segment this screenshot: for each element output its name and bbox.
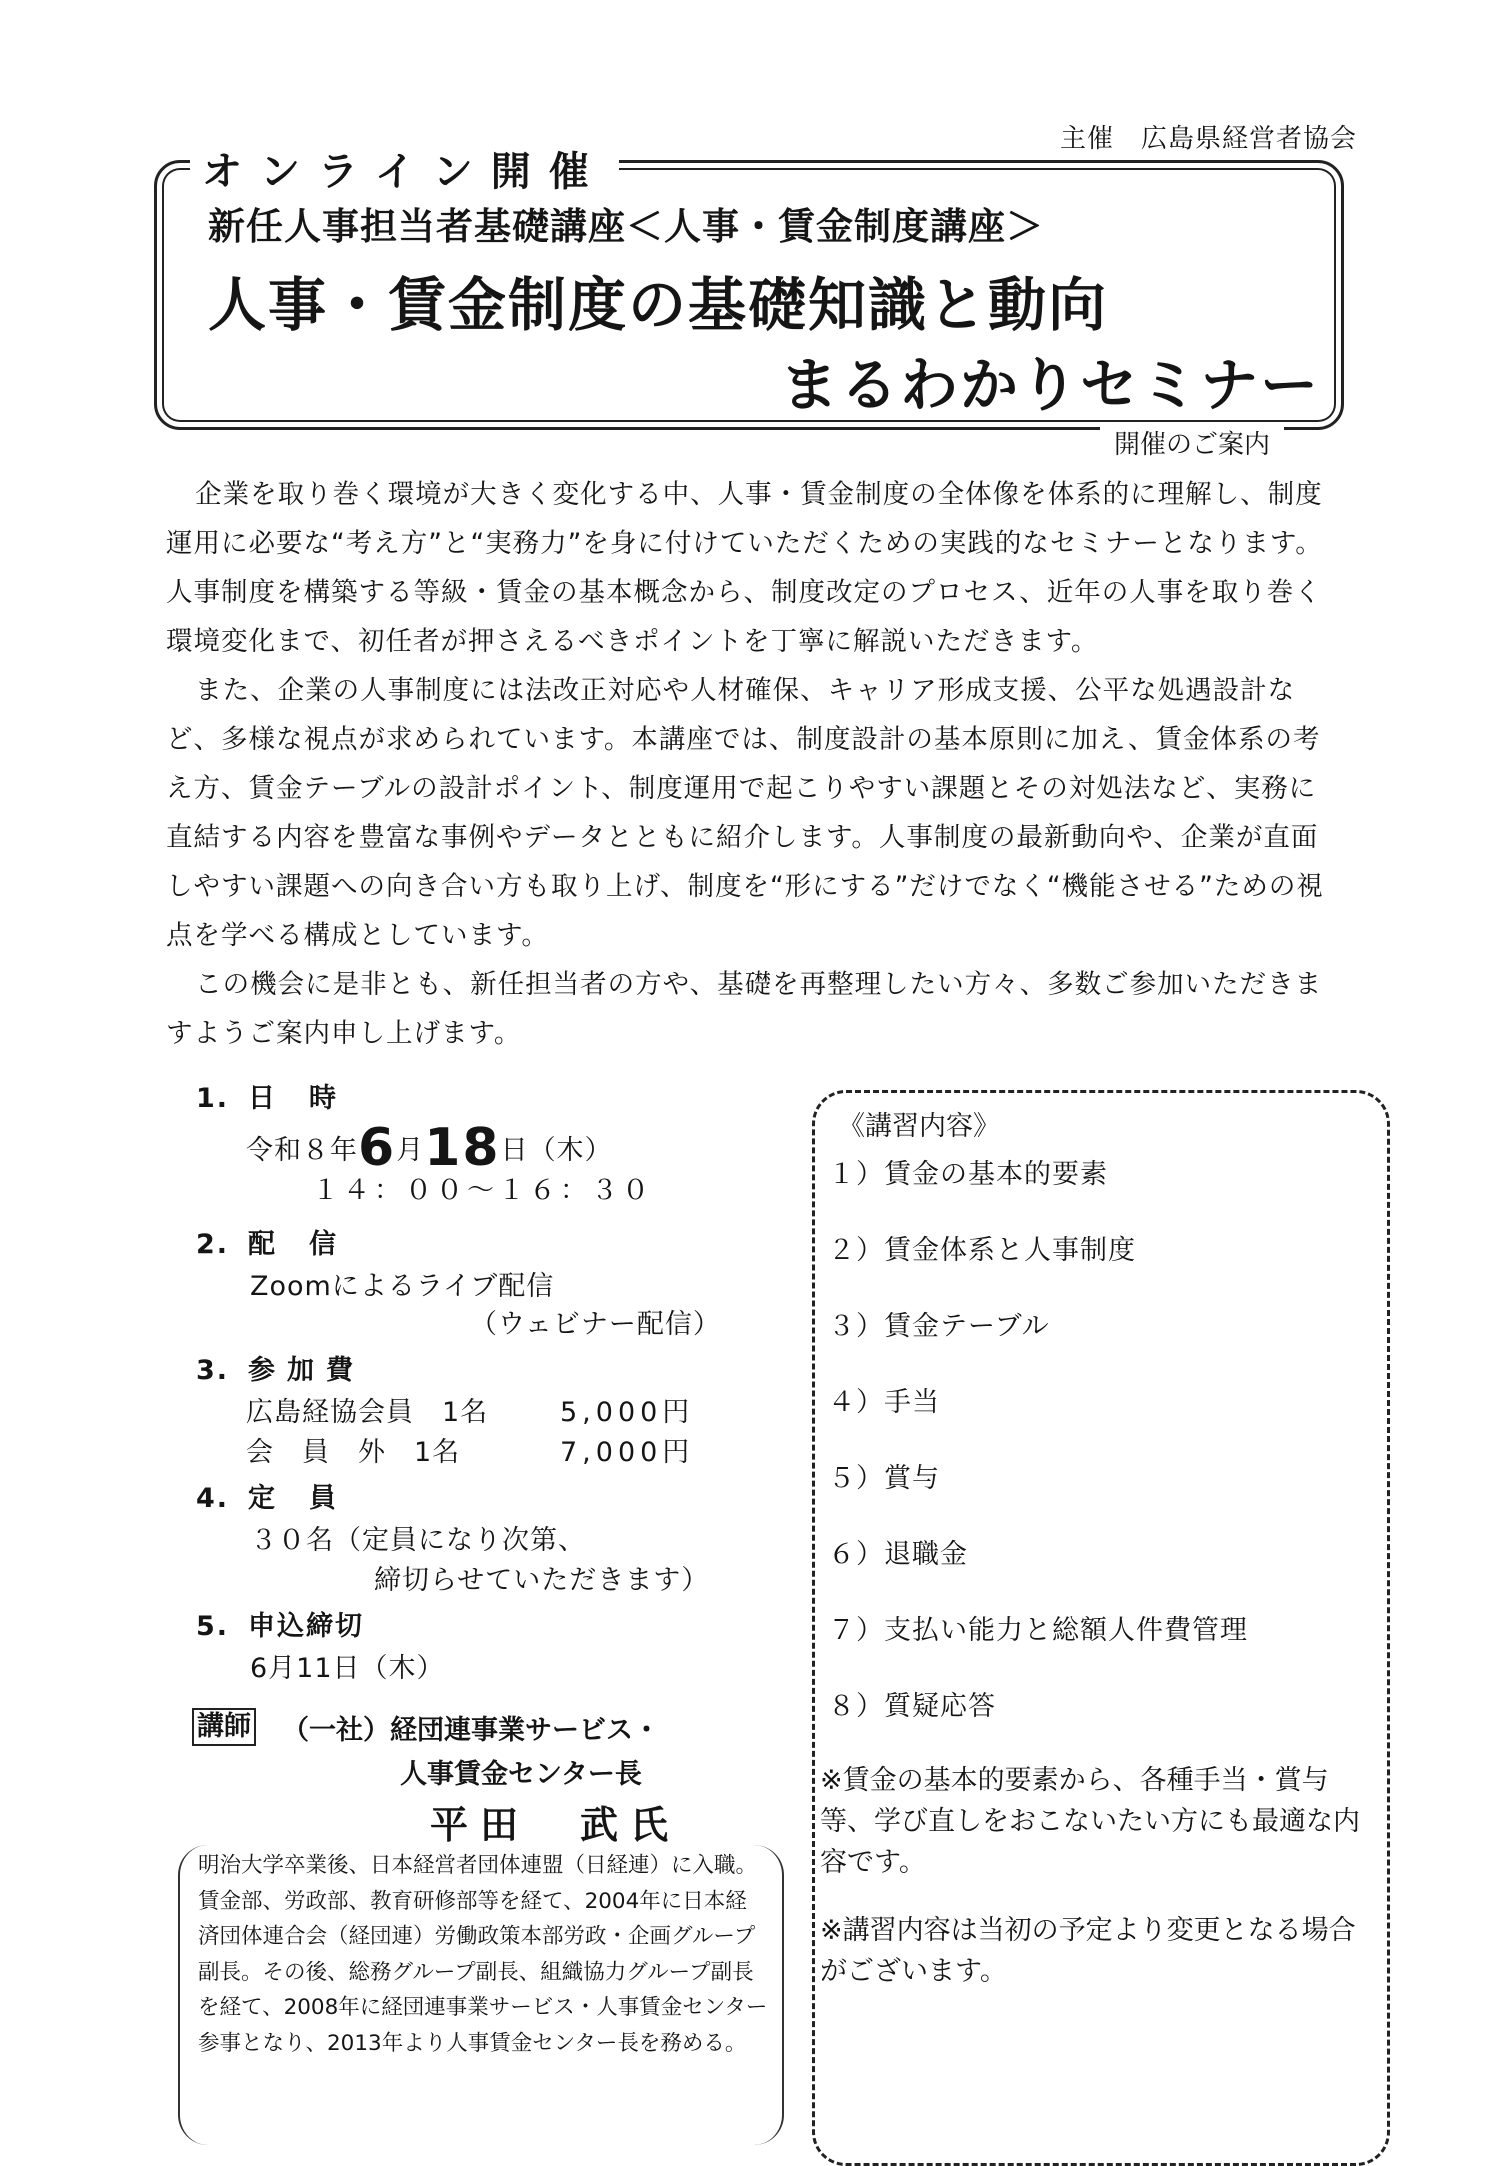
online-tag: オンライン開催	[190, 140, 619, 197]
lecturer-organization: （一社）経団連事業サービス・	[282, 1715, 660, 1746]
delivery-line2: （ウェビナー配信）	[470, 1309, 721, 1340]
fee-member-price: 5,000円	[560, 1397, 695, 1428]
intro-paragraph-3: この機会に是非とも、新任担当者の方や、基礎を再整理したい方々、多数ご参加いただきますようご案内申し上げます。	[166, 969, 1323, 1049]
course-note-1: ※賃金の基本的要素から、各種手当・賞与等、学び直しをおこないたい方にも最適な内容です。	[820, 1765, 1360, 1878]
course-item: ７）支払い能力と総額人件費管理	[828, 1615, 1248, 1646]
capacity-line2: 締切らせていただきます）	[374, 1565, 710, 1596]
intro-paragraph-2: また、企業の人事制度には法改正対応や人材確保、キャリア形成支援、公平な処遇設計など、多様な視点が求められています。本講座では、制度設計の基本原則に加え、賃金体系の考え方、賃金テーブルの設計ポイント、制度運用で起こりやすい課題とその対処法など、実務に直結する内容を豊富な事例やデータとともに紹介します。人事制度の最新動向や、企業が直面しやすい課題への向き合い方も取り上げ、制度を“形にする”だけでなく“機能させる”ための視点を学べる構成としています。	[166, 675, 1324, 951]
lecturer-name: 平田 武氏	[430, 1803, 681, 1847]
lecturer-bio: 明治大学卒業後、日本経営者団体連盟（日経連）に入職。賃金部、労政部、教育研修部等を経て、2004年に日本経済団体連合会（経団連）労働政策本部労政・企画グループ副長。その後、総務グループ副長、組織協力グループ副長を経て、2008年に経団連事業サービス・人事賃金センター参事となり、2013年より人事賃金センター長を務める。	[198, 1853, 768, 2056]
fee-member: 広島経協会員 1名	[246, 1397, 489, 1428]
delivery-line1: Zoomによるライブ配信	[250, 1271, 555, 1302]
seminar-title-line1: 人事・賃金制度の基礎知識と動向	[208, 271, 1109, 339]
section-date	[196, 1076, 370, 1115]
course-item: ２）賃金体系と人事制度	[828, 1235, 1136, 1266]
course-item: ３）賃金テーブル	[828, 1311, 1050, 1342]
course-note-2: ※講習内容は当初の予定より変更となる場合がございます。	[820, 1915, 1356, 1987]
course-item: ４）手当	[828, 1387, 940, 1418]
organizer-label: 主催 広島県経営者協会	[1060, 124, 1358, 154]
course-item: １）賃金の基本的要素	[828, 1159, 1108, 1190]
deadline-value: 6月11日（木）	[250, 1653, 445, 1684]
section-fee: 3. 参加費	[196, 1355, 365, 1386]
fee-nonmember: 会 員 外 1名	[246, 1437, 461, 1468]
intro-paragraph-1: 企業を取り巻く環境が大きく変化する中、人事・賃金制度の全体像を体系的に理解し、制度運用に必要な“考え方”と“実務力”を身に付けていただくための実践的なセミナーとなります。人事制度を構築する等級・賃金の基本概念から、制度改定のプロセス、近年の人事を取り巻く環境変化まで、初任者が押さえるべきポイントを丁寧に解説いただきます。	[166, 479, 1323, 657]
fee-nonmember-price: 7,000円	[560, 1437, 695, 1468]
date-value: 令和８年6月18日（木）	[246, 1118, 613, 1178]
section-deadline: 5. 申込締切	[196, 1611, 364, 1642]
guide-label: 開催のご案内	[1100, 424, 1284, 461]
course-subtitle: 新任人事担当者基礎講座＜人事・賃金制度講座＞	[208, 205, 1044, 248]
section-label: 日時	[248, 1083, 370, 1114]
course-item: ６）退職金	[828, 1539, 968, 1570]
section-capacity: 4. 定員	[196, 1483, 370, 1514]
capacity-line1: ３０名（定員になり次第、	[250, 1525, 586, 1556]
section-delivery: 2. 配信	[196, 1229, 370, 1260]
course-item: ８）質疑応答	[828, 1691, 996, 1722]
seminar-title-line2: まるわかりセミナー	[780, 351, 1321, 419]
section-number: 1.	[196, 1083, 230, 1114]
course-heading: 《講習内容》	[838, 1111, 1000, 1142]
course-item: ５）賞与	[828, 1463, 940, 1494]
lecturer-tag: 講師	[192, 1708, 256, 1746]
time-value: １４：００～１６：３０	[312, 1175, 653, 1206]
lecturer-position: 人事賃金センター長	[400, 1759, 642, 1790]
